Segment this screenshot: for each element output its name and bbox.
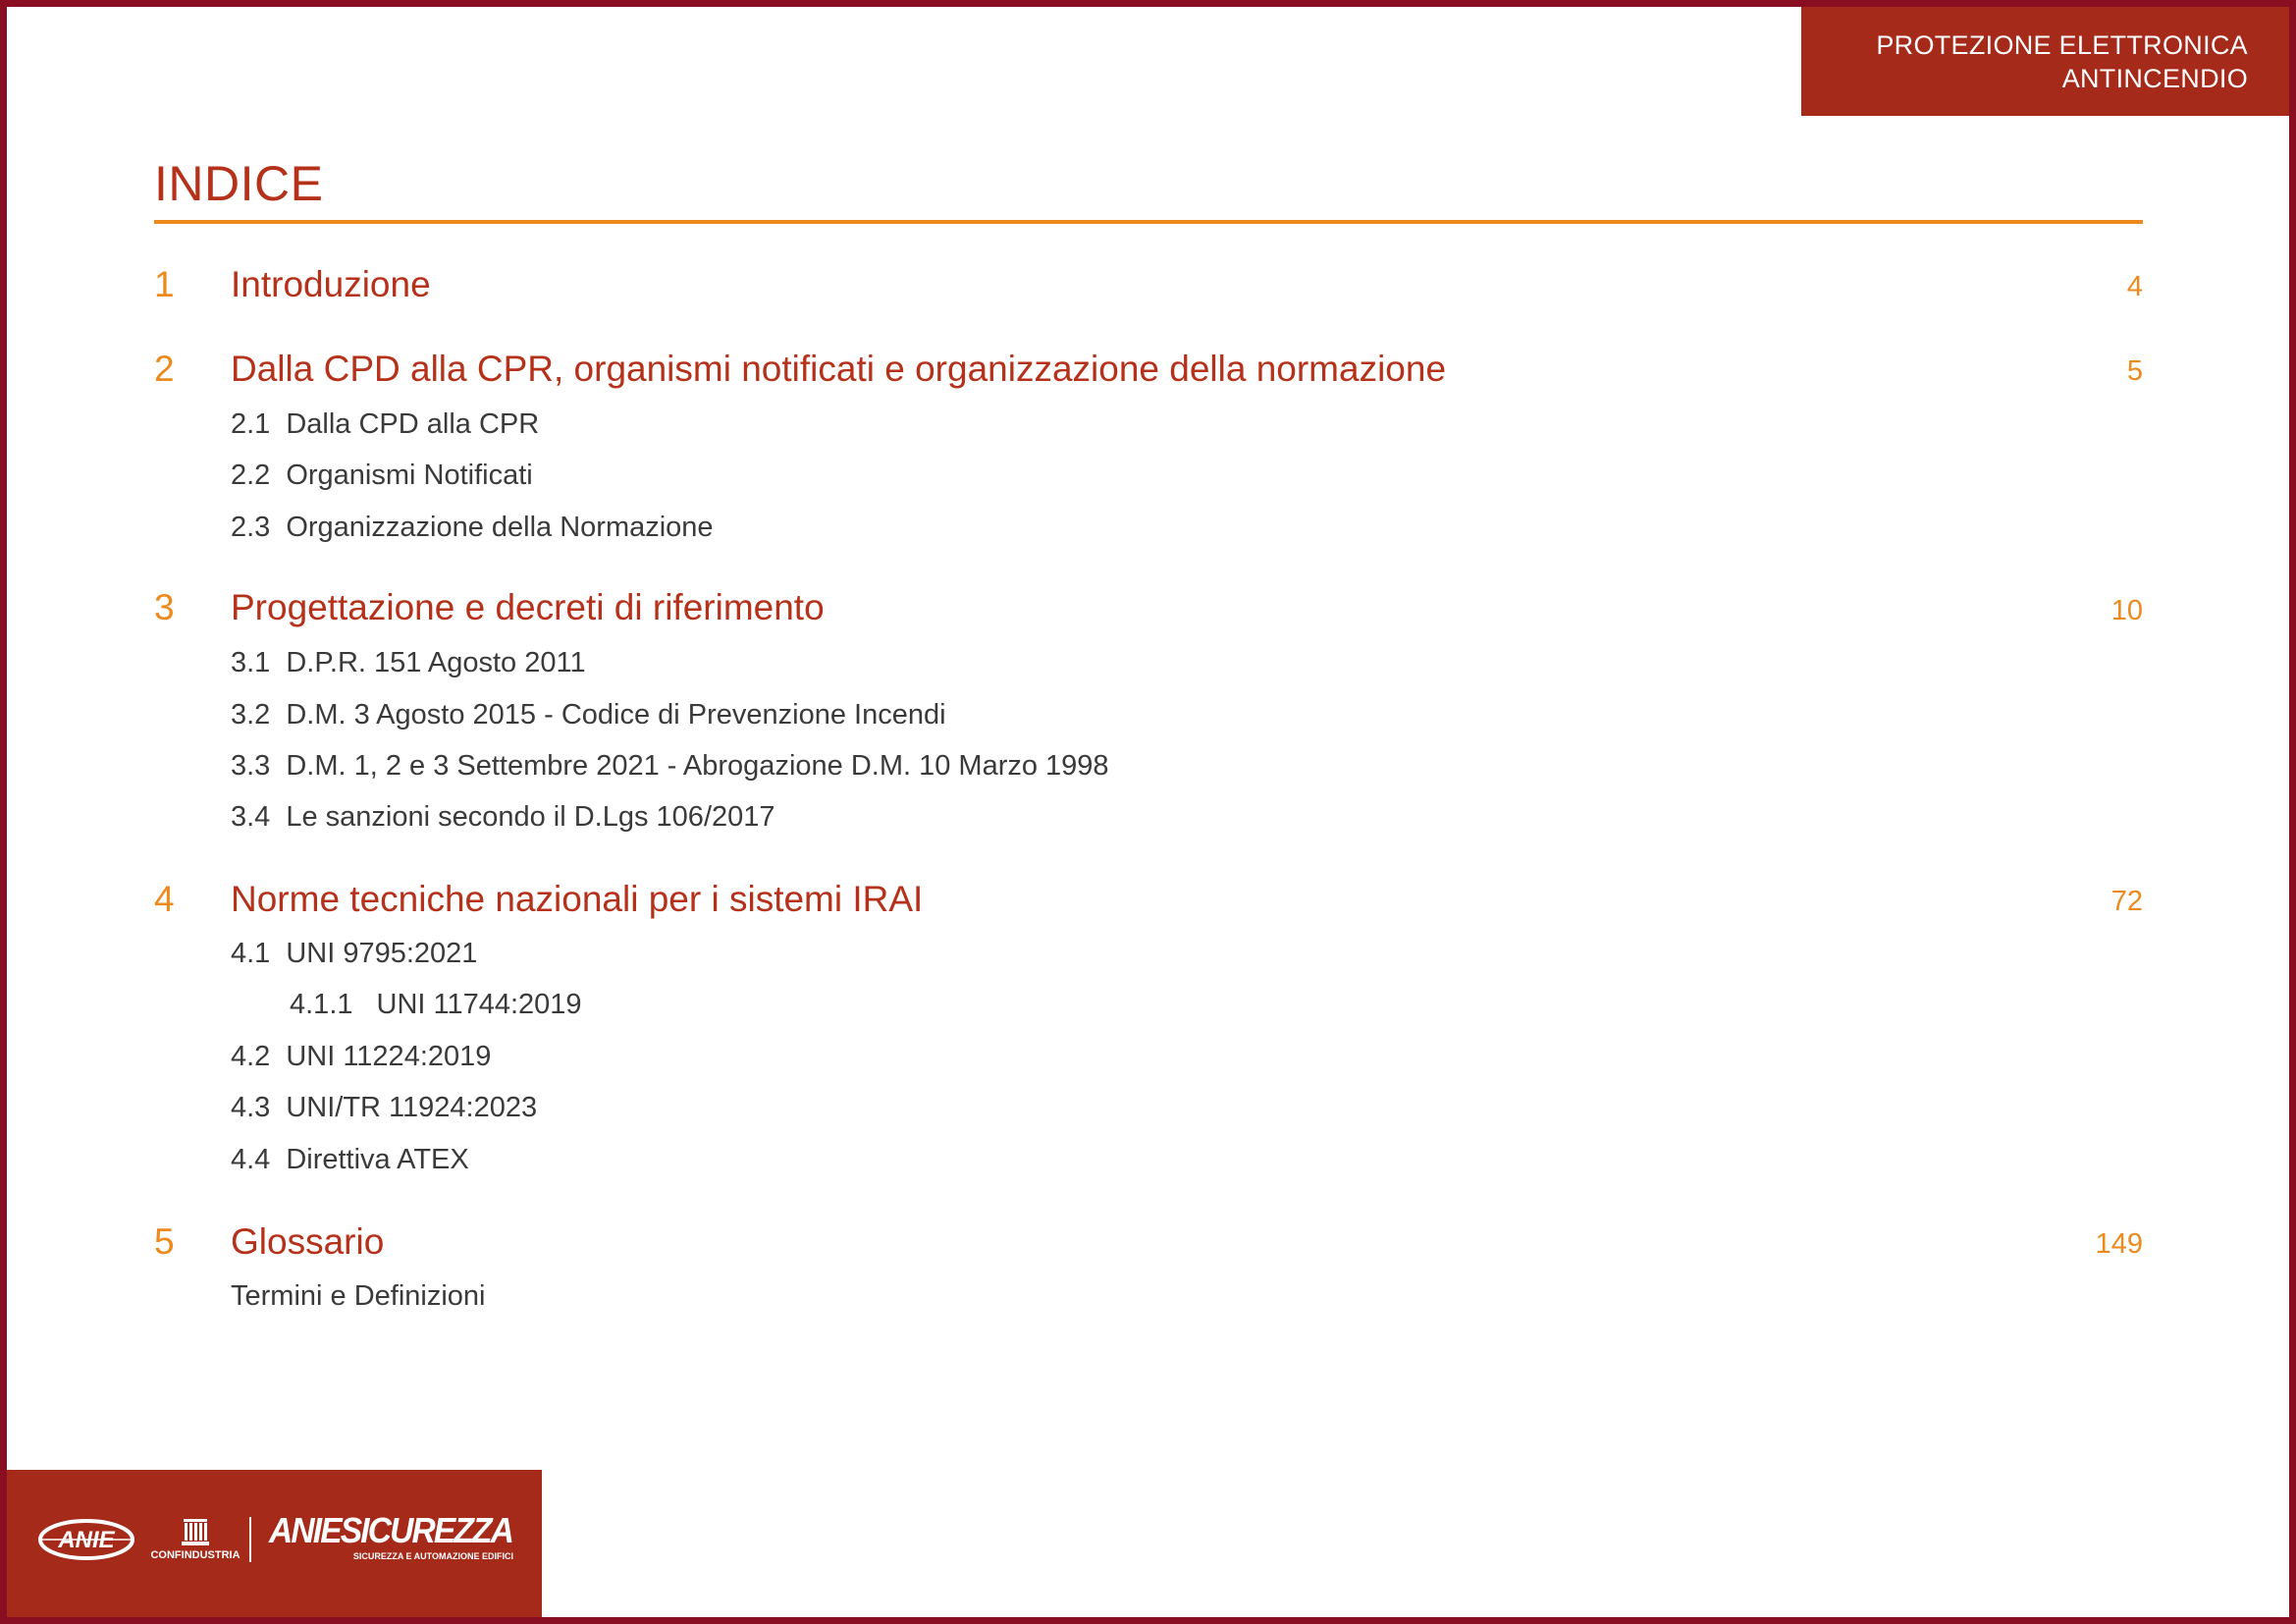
subsection-title: D.P.R. 151 Agosto 2011 (286, 647, 586, 678)
subsection-item[interactable] (231, 645, 586, 680)
aniesicurezza-logo (264, 1509, 521, 1564)
confindustria-logo-text: CONFINDUSTRIA (150, 1549, 240, 1561)
subsection-number: 4.4 (231, 1144, 271, 1175)
subsection-title: Dalla CPD alla CPR (286, 408, 540, 440)
subsection-item[interactable] (290, 987, 582, 1022)
subsection-number: 2.1 (231, 408, 271, 440)
anie-logo-text: ANIE (58, 1527, 115, 1553)
page-title: INDICE (154, 156, 324, 211)
aniesicurezza-tagline: SICUREZZA E AUTOMAZIONE EDIFICI (352, 1551, 513, 1561)
title-divider (154, 220, 2143, 224)
subsection-number: 2.2 (231, 460, 271, 491)
subsection-item[interactable] (231, 799, 775, 835)
section-number: 3 (154, 587, 175, 627)
subsection-title: UNI/TR 11924:2023 (286, 1092, 538, 1123)
subsection-title: D.M. 3 Agosto 2015 - Codice di Prevenzione Incendi (286, 699, 946, 731)
subsection-item[interactable] (231, 406, 539, 442)
subsection-item[interactable] (231, 697, 946, 732)
section-title[interactable]: Progettazione e decreti di riferimento (231, 587, 825, 627)
subsection-title: Organismi Notificati (286, 460, 533, 491)
subsection-item[interactable] (231, 1090, 537, 1125)
subsection-number: 4.1.1 (290, 989, 353, 1020)
section-number: 5 (154, 1221, 175, 1262)
anie-logo (36, 1515, 136, 1564)
section-number: 2 (154, 349, 175, 389)
subsection-item[interactable] (231, 1142, 469, 1177)
section-page: 72 (2110, 886, 2143, 917)
subsection-title: UNI 11744:2019 (376, 989, 582, 1020)
section-number: 4 (154, 879, 175, 919)
subsection-title: UNI 11224:2019 (286, 1041, 492, 1072)
subsection-title: Termini e Definizioni (231, 1280, 486, 1312)
subsection-title: Direttiva ATEX (286, 1144, 469, 1175)
subsection-title: UNI 9795:2021 (286, 938, 478, 969)
subsection-item[interactable] (231, 458, 533, 493)
header-line-1: PROTEZIONE ELETTRONICA (1876, 30, 2248, 60)
subsection-number: 4.2 (231, 1041, 271, 1072)
aniesicurezza-logo-text: ANIESICUREZZA (268, 1510, 512, 1550)
subsection-number: 3.2 (231, 699, 271, 731)
subsection-item[interactable] (231, 936, 477, 971)
subsection-title: D.M. 1, 2 e 3 Settembre 2021 - Abrogazione D.M. 10 Marzo 1998 (286, 750, 1109, 782)
subsection-number: 2.3 (231, 512, 271, 543)
subsection-number: 3.4 (231, 801, 271, 833)
section-title[interactable]: Introduzione (231, 264, 431, 304)
section-page: 5 (2126, 355, 2143, 387)
subsection-number: 3.1 (231, 647, 271, 678)
subsection-item[interactable] (231, 1039, 491, 1074)
header-line-2: ANTINCENDIO (2061, 64, 2248, 93)
confindustria-logo (150, 1517, 240, 1562)
subsection-title: Organizzazione della Normazione (286, 512, 714, 543)
subsection-item[interactable] (231, 748, 1109, 784)
header-banner (1801, 7, 2289, 116)
section-title[interactable]: Glossario (231, 1221, 385, 1262)
subsection-item[interactable] (231, 1278, 486, 1314)
section-page: 4 (2126, 271, 2143, 302)
section-page: 10 (2110, 595, 2143, 626)
section-title[interactable]: Dalla CPD alla CPR, organismi notificati e organizzazione della normazione (231, 349, 1447, 389)
section-page: 149 (2095, 1228, 2143, 1260)
section-number: 1 (154, 264, 175, 304)
subsection-item[interactable] (231, 510, 714, 545)
subsection-number: 4.1 (231, 938, 271, 969)
subsection-number: 3.3 (231, 750, 271, 782)
section-title[interactable]: Norme tecniche nazionali per i sistemi IRAI (231, 879, 924, 919)
subsection-number: 4.3 (231, 1092, 271, 1123)
footer-logo-bar (7, 1470, 542, 1617)
logo-divider (249, 1517, 251, 1562)
subsection-title: Le sanzioni secondo il D.Lgs 106/2017 (286, 801, 775, 833)
